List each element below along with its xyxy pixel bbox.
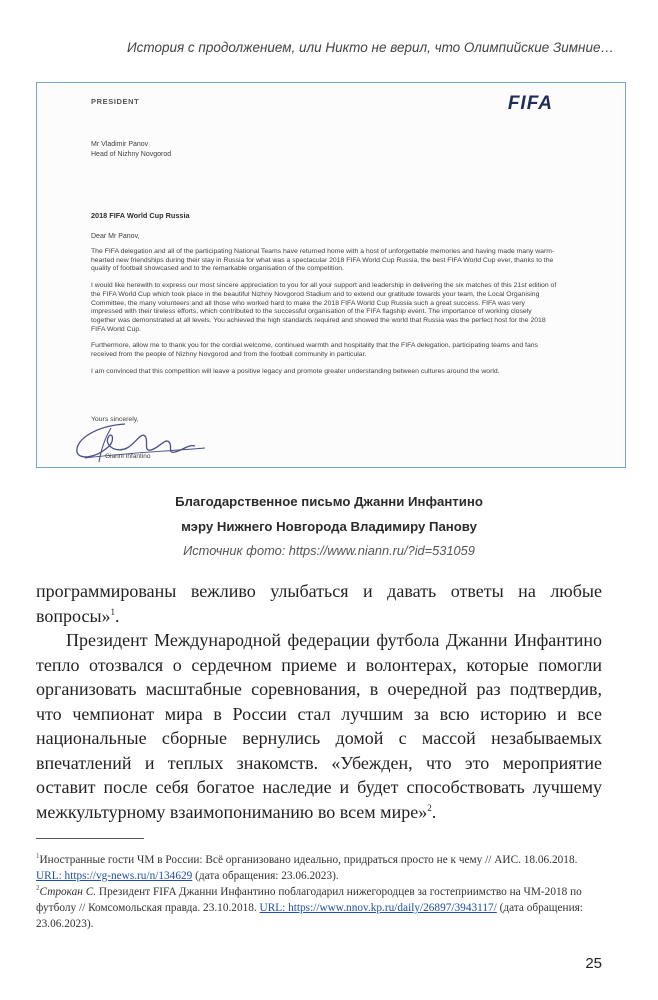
footnote-number: 1 — [36, 852, 40, 861]
footnote-link[interactable]: URL: https://www.nnov.kp.ru/daily/26897/3943117/ — [259, 902, 497, 914]
caption-line-2: мэру Нижнего Новгорода Владимиру Панову — [181, 519, 477, 534]
footnote-text: Иностранные гости ЧМ в России: Всё организовано идеально, придраться просто не к чему // АИС. 18.06.2018. — [39, 854, 578, 866]
footnote-ref-1[interactable]: 1 — [110, 606, 116, 617]
footnote-text: (дата обращения: 23.06.2023). — [36, 902, 583, 930]
footnotes — [36, 852, 602, 932]
letter-recipient — [91, 140, 171, 160]
main-paragraph-2-text: Президент Международной федерации футбола Джанни Инфантино тепло отозвался о сердечном приеме и волонтерах, которые помогли организовать масштабные соревнования, в очередной раз подтвердив, что чемпионат мира в России стал лучшим за всю историю и все национальные сборные вернулись домой с массой незабываемых впечатлений и теплых знакомств. «Убежден, что это мероприятие оставит после себя богатое наследие и будет способствовать лучшему межкультурному взаимопониманию во всем мире» — [36, 630, 602, 822]
letter-paragraph: I would like herewith to express our most sincere appreciation to you for all your support and leadership in delivering the six matches of this 21st edition of the FIFA World Cup which took place in the beautiful Nizhny Novgorod Stadium and to extend our gratitude towards your team, the Local Organising Committee, the many volunteers and all those who worked hard to make the 2018 FIFA World Cup Russia such a great success. FIFA was very impressed with their tireless efforts, which contributed to the successful organisation of the FIFA flagship event. The importance of working closely together was demonstrated at all levels. You achieved the high standards required and showed the world that Russia was the perfect host for the 2018 FIFA World Cup. — [91, 282, 557, 333]
letter-paragraph: I am convinced that this competition will leave a positive legacy and promote greater understanding between cultures around the world. — [91, 367, 500, 375]
footnote-divider — [36, 838, 144, 839]
fifa-logo: FIFA — [507, 93, 553, 114]
footnote-text: Президент FIFA Джанни Инфантино поблагодарил нижегородцев за гостеприимство на ЧМ-2018 по футболу // Комсомольская правда. 23.10.2018. — [36, 886, 582, 914]
footnote-ref-2[interactable]: 2 — [427, 802, 432, 813]
letter-subject: 2018 FIFA World Cup Russia — [91, 211, 190, 220]
letter-body — [91, 248, 557, 384]
letter-president-label: PRESIDENT — [91, 97, 140, 106]
footnote-1 — [36, 852, 602, 884]
main-paragraph-2: Президент Международной федерации футбола Джанни Инфантино тепло отозвался о сердечном приеме и волонтерах, которые помогли организовать масштабные соревнования, в очередной раз подтвердив, что чемпионат мира в России стал лучшим за всю историю и все национальные сборные вернулись домой с массой незабываемых впечатлений и теплых знакомств. «Убежден, что это мероприятие оставит после себя богатое наследие и будет способствовать лучшему межкультурному взаимопониманию во всем мире»$^2$. — [36, 630, 602, 822]
caption-source: Источник фото: https://www.niann.ru/?id=531059 — [183, 543, 475, 558]
letter-recipient-name: Mr Vladimir Panov — [91, 141, 149, 148]
caption-line-1: Благодарственное письмо Джанни Инфантино — [175, 494, 483, 509]
letter-image — [36, 82, 626, 468]
footnote-2 — [36, 884, 602, 932]
main-paragraph-1-text: программированы вежливо улыбаться и давать ответы на любые вопросы» — [36, 581, 602, 626]
main-paragraph-1: программированы вежливо улыбаться и давать ответы на любые вопросы»$^1$. — [36, 581, 602, 626]
main-text — [36, 579, 602, 824]
footnote-number: 2 — [36, 884, 40, 893]
letter-paragraph: The FIFA delegation and all of the participating National Teams have returned home with a host of unforgettable memories and having made many warm-hearted new friendships during their stay in Russia for what was a spectacular 2018 FIFA World Cup Russia, the best FIFA World Cup ever, thanks to the quality of football showcased and to the remarkable organisation of the competition. — [91, 248, 555, 273]
page-number: 25 — [585, 955, 602, 972]
footnote-text: (дата обращения: 23.06.2023). — [192, 870, 339, 882]
letter-closing: Yours sincerely, — [91, 416, 139, 423]
letter-paragraph: Furthermore, allow me to thank you for the cordial welcome, continued warmth and hospitality that the FIFA delegation, participating teams and fans received from the people of Nizhny Novgorod and from the football community in particular. — [91, 342, 538, 359]
running-head: История с продолжением, или Никто не верил, что Олимпийские Зимние… — [126, 40, 614, 55]
letter-salutation: Dear Mr Panov, — [91, 233, 140, 240]
letter-signer: Gianni Infantino — [105, 453, 151, 460]
footnote-author: Строкан С. — [39, 886, 97, 898]
footnote-link[interactable]: URL: https://vg-news.ru/n/134629 — [36, 870, 193, 882]
letter-recipient-title: Head of Nizhny Novgorod — [91, 151, 172, 158]
